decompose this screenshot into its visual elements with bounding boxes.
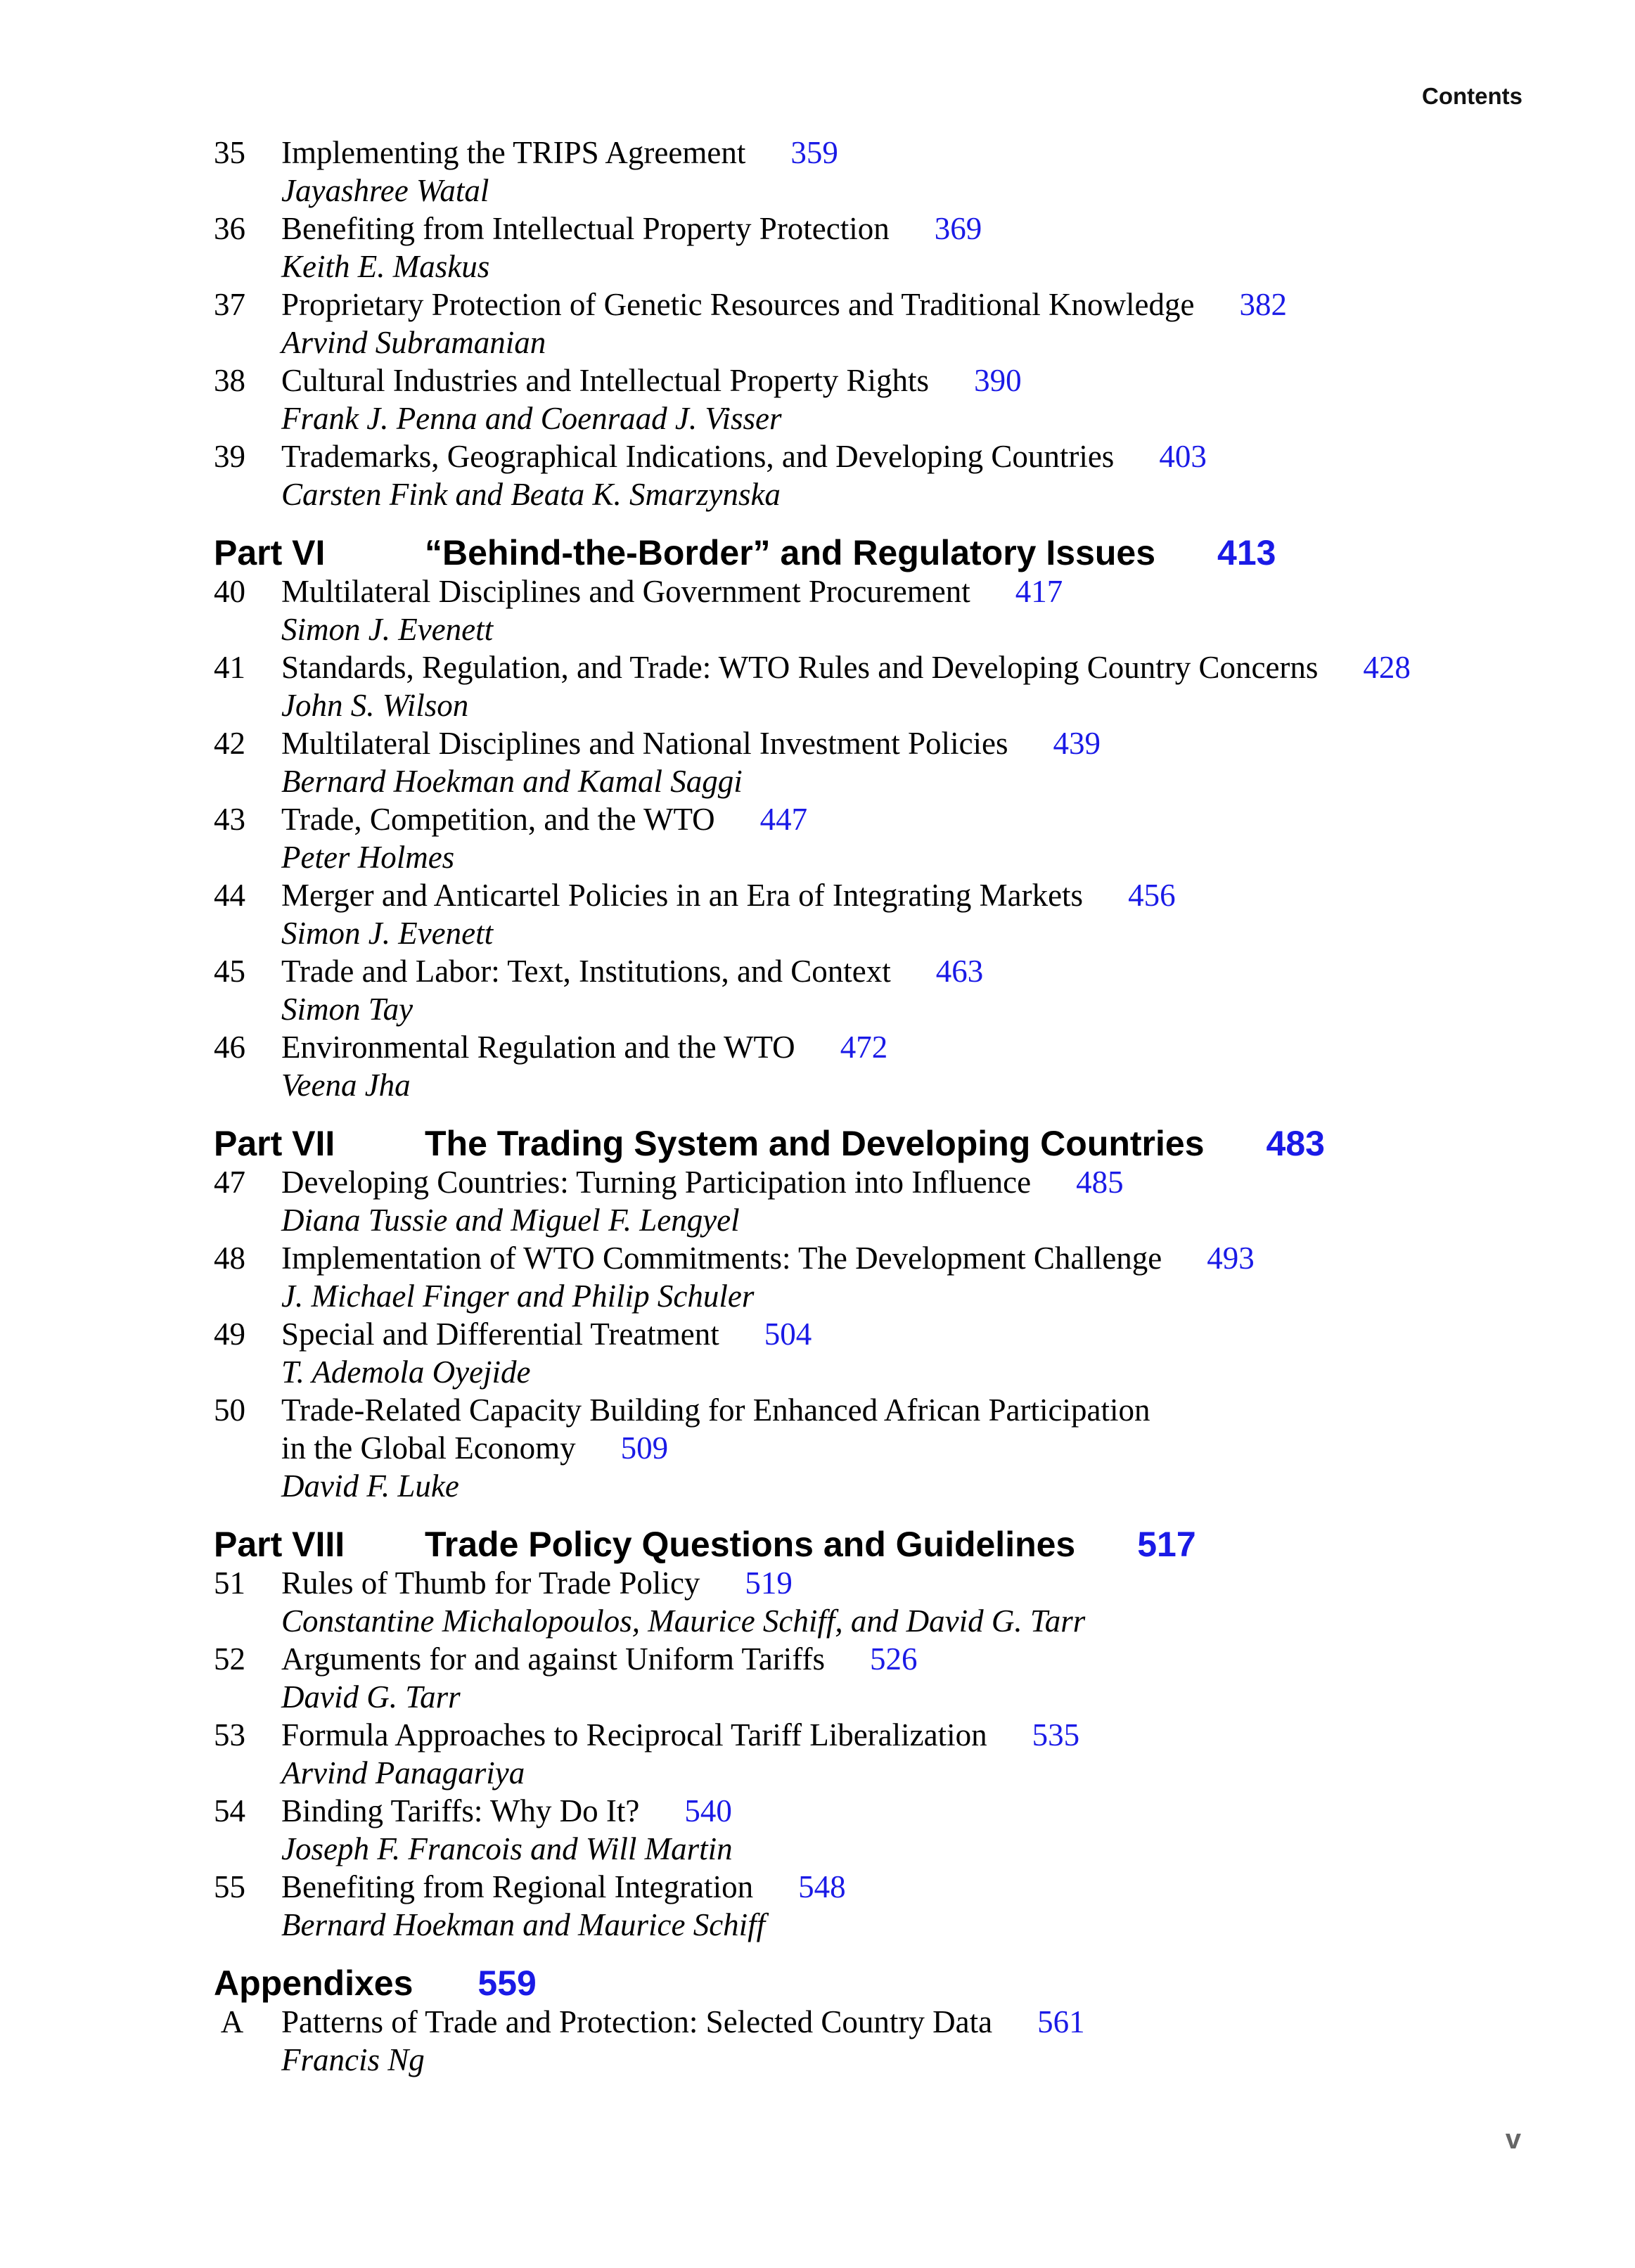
chapter-title: Rules of Thumb for Trade Policy xyxy=(281,1565,700,1601)
appendix-author: Francis Ng xyxy=(281,2042,425,2077)
chapter-page-link[interactable]: 540 xyxy=(684,1793,732,1828)
chapter-title: Formula Approaches to Reciprocal Tariff Liberalization xyxy=(281,1717,987,1753)
chapter-page-link[interactable]: 456 xyxy=(1128,878,1176,913)
chapter-number: 46 xyxy=(214,1030,245,1065)
chapter-author: J. Michael Finger and Philip Schuler xyxy=(281,1279,755,1314)
toc-entry-55 xyxy=(214,1868,1550,1944)
chapter-number: 47 xyxy=(214,1165,245,1200)
chapter-title-continued: in the Global Economy xyxy=(281,1430,576,1466)
toc-entry-47 xyxy=(214,1163,1550,1239)
part-page-link[interactable]: 413 xyxy=(1217,533,1276,572)
chapter-title: Multilateral Disciplines and Government Procurement xyxy=(281,574,970,609)
chapter-number: 48 xyxy=(214,1241,245,1276)
chapter-author: Carsten Fink and Beata K. Smarzynska xyxy=(281,477,781,512)
chapter-number: 41 xyxy=(214,650,245,685)
chapter-author: Simon J. Evenett xyxy=(281,916,494,951)
chapter-author: Diana Tussie and Miguel F. Lengyel xyxy=(281,1203,740,1238)
part-page-link[interactable]: 483 xyxy=(1266,1124,1325,1163)
chapter-author: T. Ademola Oyejide xyxy=(281,1354,531,1390)
part-title: Trade Policy Questions and Guidelines xyxy=(425,1525,1076,1564)
part-page-link[interactable]: 517 xyxy=(1137,1525,1196,1564)
toc-entry-46 xyxy=(214,1028,1550,1104)
chapter-number: 45 xyxy=(214,954,245,989)
chapter-title: Cultural Industries and Intellectual Property Rights xyxy=(281,363,930,398)
chapter-number: 37 xyxy=(214,287,245,322)
chapter-page-link[interactable]: 447 xyxy=(759,802,808,837)
appendixes-label: Appendixes xyxy=(214,1963,413,2003)
chapter-page-link[interactable]: 485 xyxy=(1076,1165,1124,1200)
chapter-number: 40 xyxy=(214,574,245,609)
chapter-number: 44 xyxy=(214,878,245,913)
chapter-author: Joseph F. Francois and Will Martin xyxy=(281,1831,733,1866)
chapter-number: 55 xyxy=(214,1869,245,1904)
chapter-author: Simon J. Evenett xyxy=(281,612,494,647)
part-label: Part VIII xyxy=(214,1525,345,1564)
chapter-page-link[interactable]: 463 xyxy=(935,954,984,989)
chapter-author: Constantine Michalopoulos, Maurice Schiff, and David G. Tarr xyxy=(281,1603,1086,1639)
chapter-title: Multilateral Disciplines and National Investment Policies xyxy=(281,726,1008,761)
chapter-author: David F. Luke xyxy=(281,1468,459,1504)
toc-entry-42 xyxy=(214,724,1550,800)
toc-entry-40 xyxy=(214,572,1550,648)
chapter-title: Trade-Related Capacity Building for Enhanced African Participation xyxy=(281,1392,1150,1428)
toc-entry-37 xyxy=(214,286,1550,361)
chapter-author: David G. Tarr xyxy=(281,1679,461,1715)
toc-entry-appendix-a xyxy=(214,2003,1550,2079)
chapter-title: Proprietary Protection of Genetic Resources and Traditional Knowledge xyxy=(281,287,1195,322)
chapter-number: 43 xyxy=(214,802,245,837)
chapter-page-link[interactable]: 493 xyxy=(1207,1241,1255,1276)
chapter-title: Implementing the TRIPS Agreement xyxy=(281,135,746,170)
toc-entry-53 xyxy=(214,1716,1550,1792)
toc-entry-48 xyxy=(214,1239,1550,1315)
chapter-author: Jayashree Watal xyxy=(281,173,489,208)
chapter-author: Arvind Subramanian xyxy=(281,325,546,360)
part-title: The Trading System and Developing Countries xyxy=(425,1124,1205,1163)
chapter-number: 53 xyxy=(214,1717,245,1753)
chapter-title: Benefiting from Intellectual Property Protection xyxy=(281,211,890,246)
chapter-page-link[interactable]: 472 xyxy=(840,1030,888,1065)
chapter-title: Benefiting from Regional Integration xyxy=(281,1869,754,1904)
chapter-author: Keith E. Maskus xyxy=(281,249,490,284)
chapter-number: 35 xyxy=(214,135,245,170)
chapter-number: 54 xyxy=(214,1793,245,1828)
toc-entry-43 xyxy=(214,800,1550,876)
chapter-number: 39 xyxy=(214,439,245,474)
chapter-title: Special and Differential Treatment xyxy=(281,1316,719,1352)
toc-entry-51 xyxy=(214,1564,1550,1640)
chapter-author: Bernard Hoekman and Maurice Schiff xyxy=(281,1907,766,1942)
toc-entry-36 xyxy=(214,210,1550,286)
chapter-author: Bernard Hoekman and Kamal Saggi xyxy=(281,764,743,799)
chapter-page-link[interactable]: 548 xyxy=(798,1869,846,1904)
chapter-author: Veena Jha xyxy=(281,1068,411,1103)
chapter-page-link[interactable]: 359 xyxy=(790,135,838,170)
part-heading-viii xyxy=(214,1525,1550,1564)
chapter-author: John S. Wilson xyxy=(281,688,469,723)
toc-entry-35 xyxy=(214,134,1550,210)
chapter-title: Environmental Regulation and the WTO xyxy=(281,1030,795,1065)
part-label: Part VII xyxy=(214,1124,335,1163)
toc-entry-49 xyxy=(214,1315,1550,1391)
part-heading-vi xyxy=(214,533,1550,572)
chapter-title: Binding Tariffs: Why Do It? xyxy=(281,1793,640,1828)
chapter-page-link[interactable]: 504 xyxy=(764,1316,812,1352)
page-number: v xyxy=(1505,2124,1521,2155)
chapter-title: Merger and Anticartel Policies in an Era of Integrating Markets xyxy=(281,878,1084,913)
chapter-page-link[interactable]: 390 xyxy=(974,363,1022,398)
chapter-number: 50 xyxy=(214,1392,245,1428)
chapter-page-link[interactable]: 509 xyxy=(620,1430,669,1466)
appendix-letter: A xyxy=(220,2004,244,2039)
chapter-page-link[interactable]: 526 xyxy=(869,1641,918,1677)
chapter-number: 49 xyxy=(214,1316,245,1352)
part-heading-vii xyxy=(214,1124,1550,1163)
appendix-title: Patterns of Trade and Protection: Selected Country Data xyxy=(281,2004,993,2039)
chapter-author: Frank J. Penna and Coenraad J. Visser xyxy=(281,401,782,436)
toc-entry-45 xyxy=(214,952,1550,1028)
chapter-title: Trade and Labor: Text, Institutions, and Context xyxy=(281,954,891,989)
chapter-number: 51 xyxy=(214,1565,245,1601)
appendix-page-link[interactable]: 561 xyxy=(1037,2004,1085,2039)
chapter-page-link[interactable]: 382 xyxy=(1239,287,1287,322)
part-label: Part VI xyxy=(214,533,326,572)
running-header: Contents xyxy=(1422,83,1522,109)
toc-entry-41 xyxy=(214,648,1550,724)
appendixes-page-link[interactable]: 559 xyxy=(477,1963,537,2003)
chapter-page-link[interactable]: 439 xyxy=(1053,726,1101,761)
chapter-title: Trade, Competition, and the WTO xyxy=(281,802,715,837)
chapter-title: Implementation of WTO Commitments: The Development Challenge xyxy=(281,1241,1162,1276)
chapter-number: 42 xyxy=(214,726,245,761)
chapter-page-link[interactable]: 428 xyxy=(1363,650,1411,685)
toc-entry-54 xyxy=(214,1792,1550,1868)
chapter-page-link[interactable]: 519 xyxy=(745,1565,793,1601)
appendixes-heading xyxy=(214,1963,1550,2003)
chapter-title: Standards, Regulation, and Trade: WTO Rules and Developing Country Concerns xyxy=(281,650,1319,685)
chapter-author: Arvind Panagariya xyxy=(281,1755,525,1790)
chapter-number: 36 xyxy=(214,211,245,246)
toc-entry-39 xyxy=(214,437,1550,513)
chapter-page-link[interactable]: 403 xyxy=(1159,439,1207,474)
chapter-page-link[interactable]: 417 xyxy=(1015,574,1063,609)
chapter-title: Trademarks, Geographical Indications, and Developing Countries xyxy=(281,439,1115,474)
chapter-page-link[interactable]: 535 xyxy=(1032,1717,1080,1753)
toc-entry-50 xyxy=(214,1391,1550,1505)
toc-entry-44 xyxy=(214,876,1550,952)
chapter-author: Peter Holmes xyxy=(281,840,455,875)
table-of-contents xyxy=(214,134,1550,2079)
chapter-number: 38 xyxy=(214,363,245,398)
chapter-author: Simon Tay xyxy=(281,992,413,1027)
chapter-page-link[interactable]: 369 xyxy=(934,211,982,246)
toc-entry-38 xyxy=(214,361,1550,437)
chapter-title: Arguments for and against Uniform Tariffs xyxy=(281,1641,825,1677)
chapter-number: 52 xyxy=(214,1641,245,1677)
part-title: “Behind-the-Border” and Regulatory Issues xyxy=(425,533,1156,572)
chapter-title: Developing Countries: Turning Participation into Influence xyxy=(281,1165,1032,1200)
toc-entry-52 xyxy=(214,1640,1550,1716)
